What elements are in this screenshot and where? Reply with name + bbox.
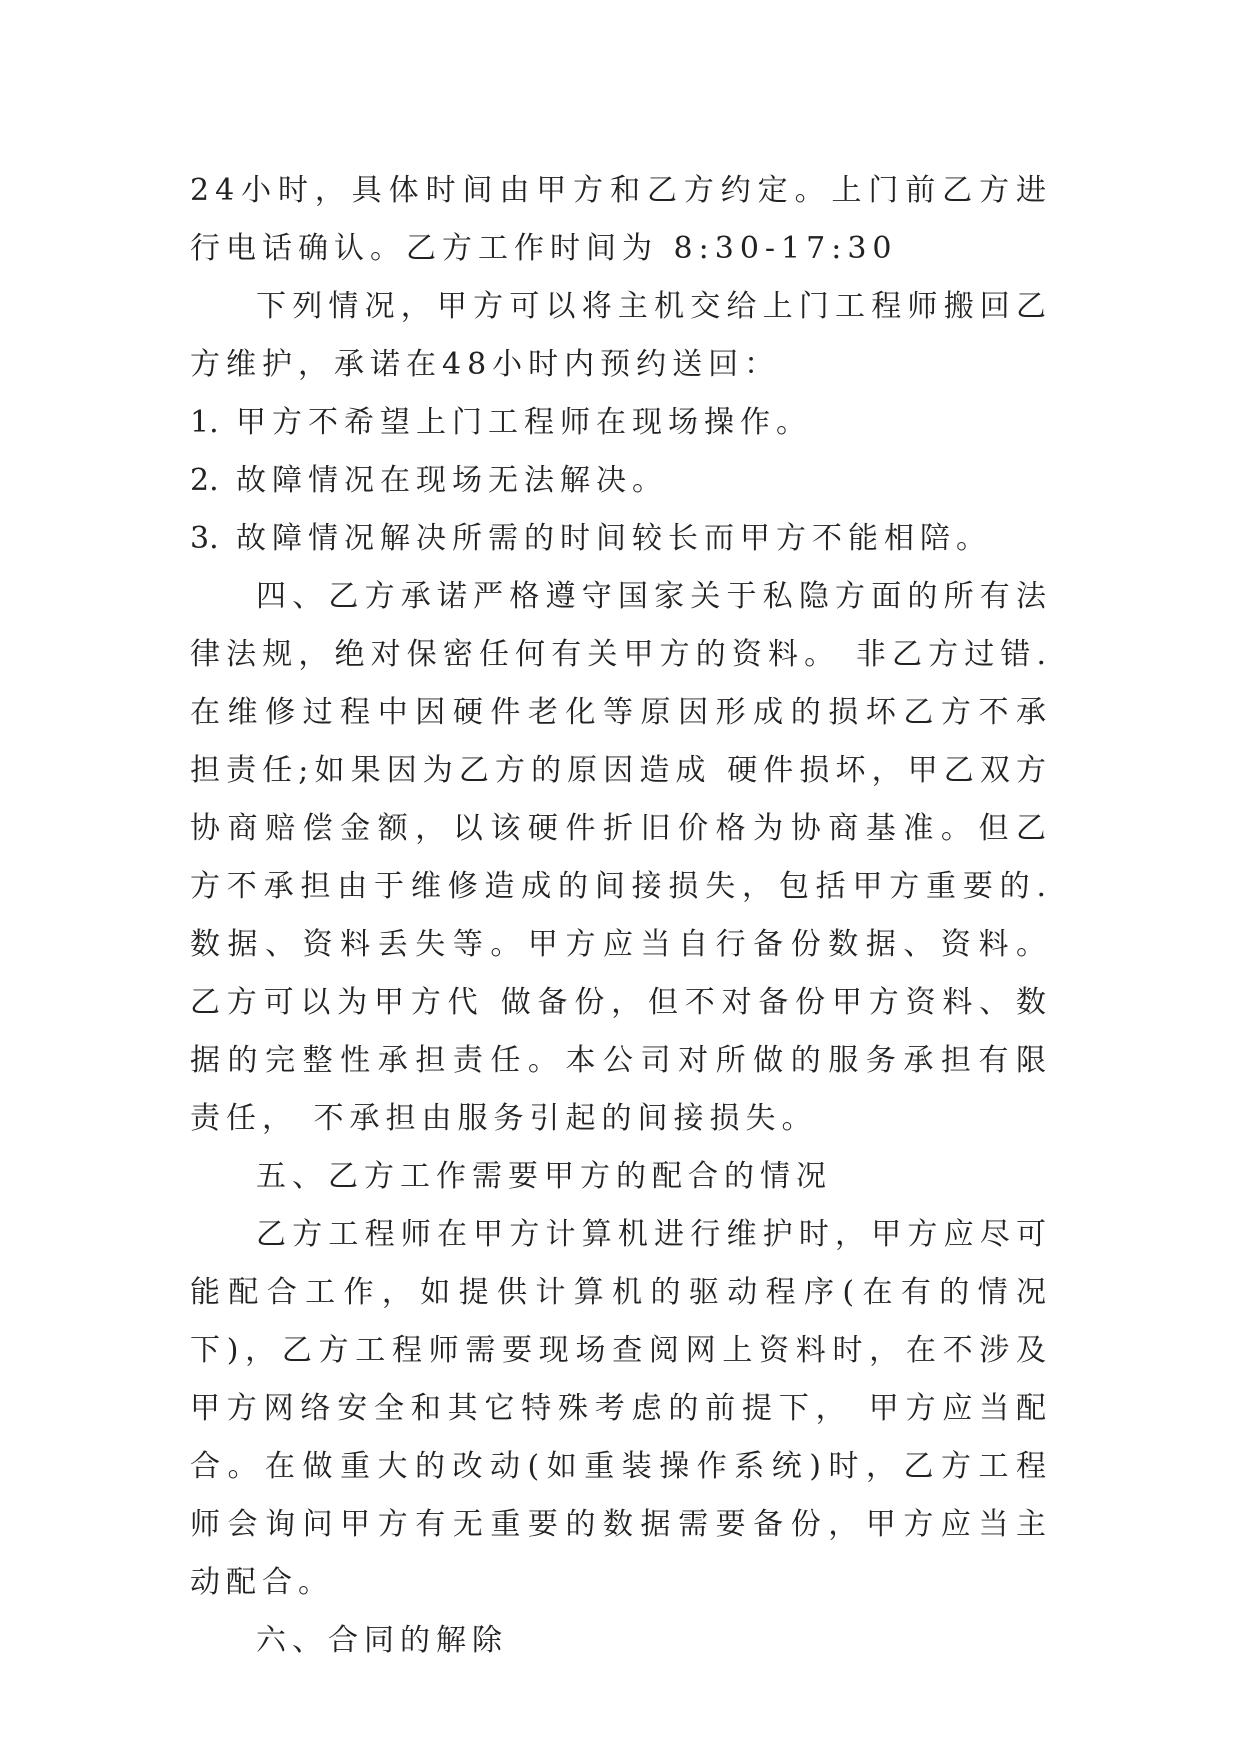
list-text: 甲方不希望上门工程师在现场操作。	[236, 405, 812, 440]
list-item	[190, 510, 1052, 568]
paragraph-maintenance-cases: 下列情况，甲方可以将主机交给上门工程师搬回乙方维护，承诺在48小时内预约送回：	[190, 289, 1052, 382]
paragraph-section-five: 乙方工程师在甲方计算机进行维护时，甲方应尽可能配合工作，如提供计算机的驱动程序(在有的情况下)，乙方工程师需要现场查阅网上资料时，在不涉及甲方网络安全和其它特殊考虑的前提下， 甲方应当配合。在做重大的改动(如重装操作系统)时，乙方工程师会询问甲方有无重要的数据需要备份，甲方应当主动配合。	[190, 1217, 1052, 1600]
list-text: 故障情况解决所需的时间较长而甲方不能相陪。	[236, 521, 992, 556]
list-number: 2.	[190, 463, 219, 498]
section-heading-six: 六、合同的解除	[256, 1623, 508, 1658]
list-text: 故障情况在现场无法解决。	[236, 463, 668, 498]
paragraph-section-four: 四、乙方承诺严格遵守国家关于私隐方面的所有法律法规，绝对保密任何有关甲方的资料。 非乙方过错.在维修过程中因硬件老化等原因形成的损坏乙方不承担责任;如果因为乙方的原因造成 硬件损坏，甲乙双方协商赔偿金额，以该硬件折旧价格为协商基准。但乙方不承担由于维修造成的间接损失，包括甲方重要的.数据、资料丢失等。甲方应当自行备份数据、资料。乙方可以为甲方代 做备份，但不对备份甲方资料、数据的完整性承担责任。本公司对所做的服务承担有限责任， 不承担由服务引起的间接损失。	[190, 579, 1052, 1136]
section-heading-five: 五、乙方工作需要甲方的配合的情况	[256, 1159, 832, 1194]
list-item	[190, 452, 1052, 510]
document-body	[190, 162, 1052, 1670]
paragraph-continuation: 24小时，具体时间由甲方和乙方约定。上门前乙方进行电话确认。乙方工作时间为 8:30-17:30	[190, 173, 1052, 266]
list-item	[190, 394, 1052, 452]
list-number: 1.	[190, 405, 219, 440]
list-number: 3.	[190, 521, 219, 556]
